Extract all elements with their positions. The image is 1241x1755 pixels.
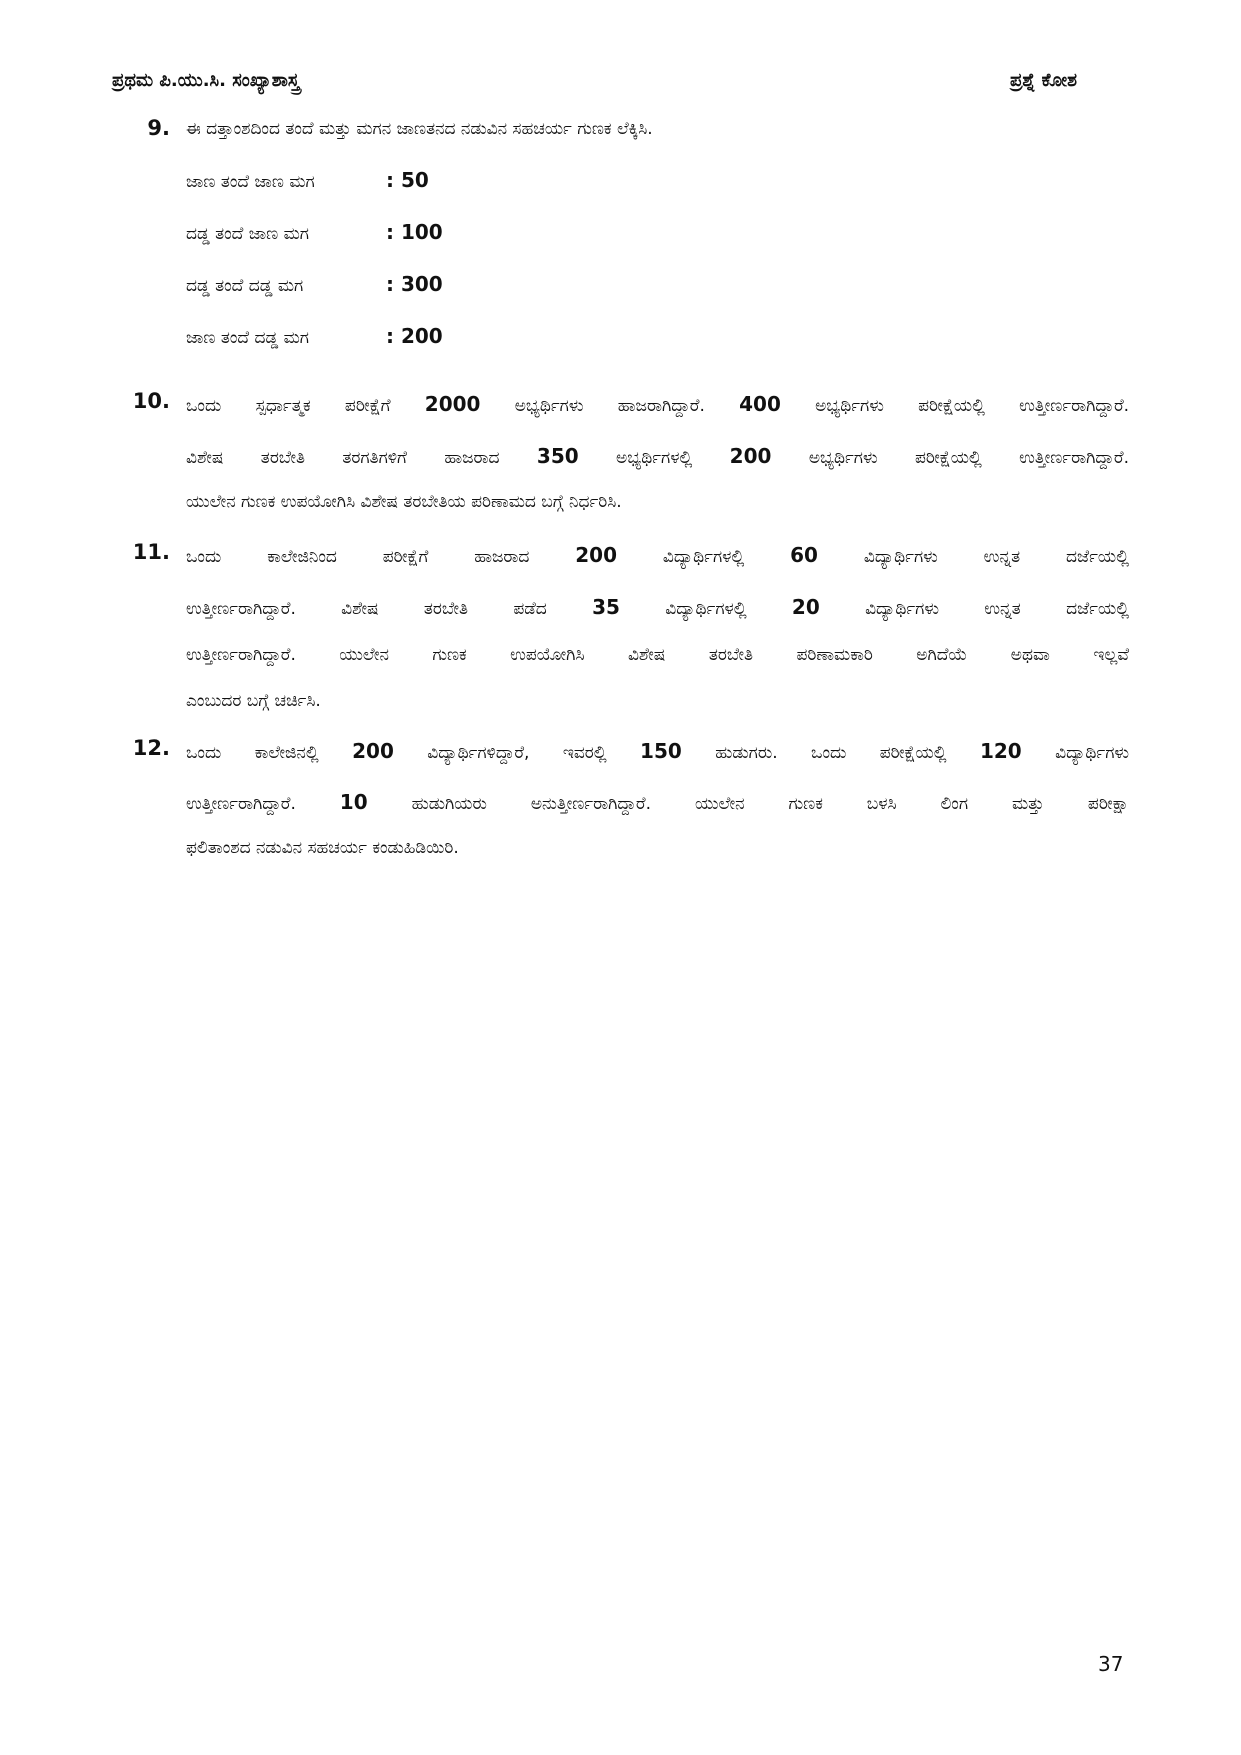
data-row [186,220,443,244]
question-11-number: 11. [132,540,170,564]
data-row-value: : 100 [386,220,443,244]
data-row [186,324,443,348]
data-row-label: ಜಾಣ ತಂದೆ ದಡ್ಡ ಮಗ [186,328,309,348]
data-row-value: : 50 [386,168,429,192]
data-row-label: ದಡ್ಡ ತಂದೆ ದಡ್ಡ ಮಗ [186,276,304,296]
question-11-line-2: ಉತ್ತೀರ್ಣರಾಗಿದ್ದಾರೆ. ವಿಶೇಷ ತರಬೇತಿ ಪಡೆದ 35 ವಿದ್ಯಾರ್ಥಿಗಳಲ್ಲಿ 20 ವಿದ್ಯಾರ್ಥಿಗಳು ಉನ್ನತ ದರ್ಜೆಯಲ್ಲಿ [186,595,1130,619]
header-title: ಪ್ರಶ್ನೆ ಕೋಶ [1010,70,1077,91]
data-row-value: : 300 [386,272,443,296]
question-11-line-1: ಒಂದು ಕಾಲೇಜಿನಿಂದ ಪರೀಕ್ಷೆಗೆ ಹಾಜರಾದ 200 ವಿದ್ಯಾರ್ಥಿಗಳಲ್ಲಿ 60 ವಿದ್ಯಾರ್ಥಿಗಳು ಉನ್ನತ ದರ್ಜೆಯಲ್ಲಿ [186,543,1129,567]
data-row [186,272,443,296]
page-number: 37 [1098,1652,1124,1676]
data-row-label: ಜಾಣ ತಂದೆ ಜಾಣ ಮಗ [186,172,315,192]
data-row [186,168,429,192]
question-10-number: 10. [132,389,170,413]
data-row-label: ದಡ್ಡ ತಂದೆ ಜಾಣ ಮಗ [186,224,309,244]
question-11-line-3: ಉತ್ತೀರ್ಣರಾಗಿದ್ದಾರೆ. ಯುಲೇನ ಗುಣಕ ಉಪಯೋಗಿಸಿ ವಿಶೇಷ ತರಬೇತಿ ಪರಿಣಾಮಕಾರಿ ಅಗಿದೆಯೆ ಅಥವಾ ಇಲ್ಲವೆ [186,645,1129,665]
question-10-line-3: ಯುಲೇನ ಗುಣಕ ಉಪಯೋಗಿಸಿ ವಿಶೇಷ ತರಬೇತಿಯ ಪರಿಣಾಮದ ಬಗ್ಗೆ ನಿರ್ಧರಿಸಿ. [186,492,622,512]
question-9-text: ಈ ದತ್ತಾಂಶದಿಂದ ತಂದೆ ಮತ್ತು ಮಗನ ಜಾಣತನದ ನಡುವಿನ ಸಹಚರ್ಯ ಗುಣಕ ಲೆಕ್ಕಿಸಿ. [186,119,653,139]
question-12-line-3: ಫಲಿತಾಂಶದ ನಡುವಿನ ಸಹಚರ್ಯ ಕಂಡುಹಿಡಿಯಿರಿ. [186,838,459,858]
header-subject: ಪ್ರಥಮ ಪಿ.ಯು.ಸಿ. ಸಂಖ್ಯಾಶಾಸ್ತ್ರ [112,70,300,91]
question-12-number: 12. [132,736,170,760]
question-12-line-1: ಒಂದು ಕಾಲೇಜಿನಲ್ಲಿ 200 ವಿದ್ಯಾರ್ಥಿಗಳಿದ್ದಾರೆ, ಇವರಲ್ಲಿ 150 ಹುಡುಗರು. ಒಂದು ಪರೀಕ್ಷೆಯಲ್ಲಿ 120 ವಿದ್ಯಾರ್ಥಿಗಳು [186,739,1130,763]
question-12-line-2: ಉತ್ತೀರ್ಣರಾಗಿದ್ದಾರೆ. 10 ಹುಡುಗಿಯರು ಅನುತ್ತೀರ್ಣರಾಗಿದ್ದಾರೆ. ಯುಲೇನ ಗುಣಕ ಬಳಸಿ ಲಿಂಗ ಮತ್ತು ಪರೀಕ್ಷಾ [186,790,1129,814]
question-11-line-4: ಎಂಬುದರ ಬಗ್ಗೆ ಚರ್ಚಿಸಿ. [186,691,321,711]
question-10-line-1: ಒಂದು ಸ್ಪರ್ಧಾತ್ಮಕ ಪರೀಕ್ಷೆಗೆ 2000 ಅಭ್ಯರ್ಥಿಗಳು ಹಾಜರಾಗಿದ್ದಾರೆ. 400 ಅಭ್ಯರ್ಥಿಗಳು ಪರೀಕ್ಷೆಯಲ್ಲಿ ಉತ್ತೀರ್ಣರಾಗಿದ್ದಾರೆ. [186,392,1130,416]
data-row-value: : 200 [386,324,443,348]
question-9-number: 9. [147,116,170,140]
question-10-line-2: ವಿಶೇಷ ತರಬೇತಿ ತರಗತಿಗಳಿಗೆ ಹಾಜರಾದ 350 ಅಭ್ಯರ್ಥಿಗಳಲ್ಲಿ 200 ಅಭ್ಯರ್ಥಿಗಳು ಪರೀಕ್ಷೆಯಲ್ಲಿ ಉತ್ತೀರ್ಣರಾಗಿದ್ದಾರೆ. [186,444,1130,468]
